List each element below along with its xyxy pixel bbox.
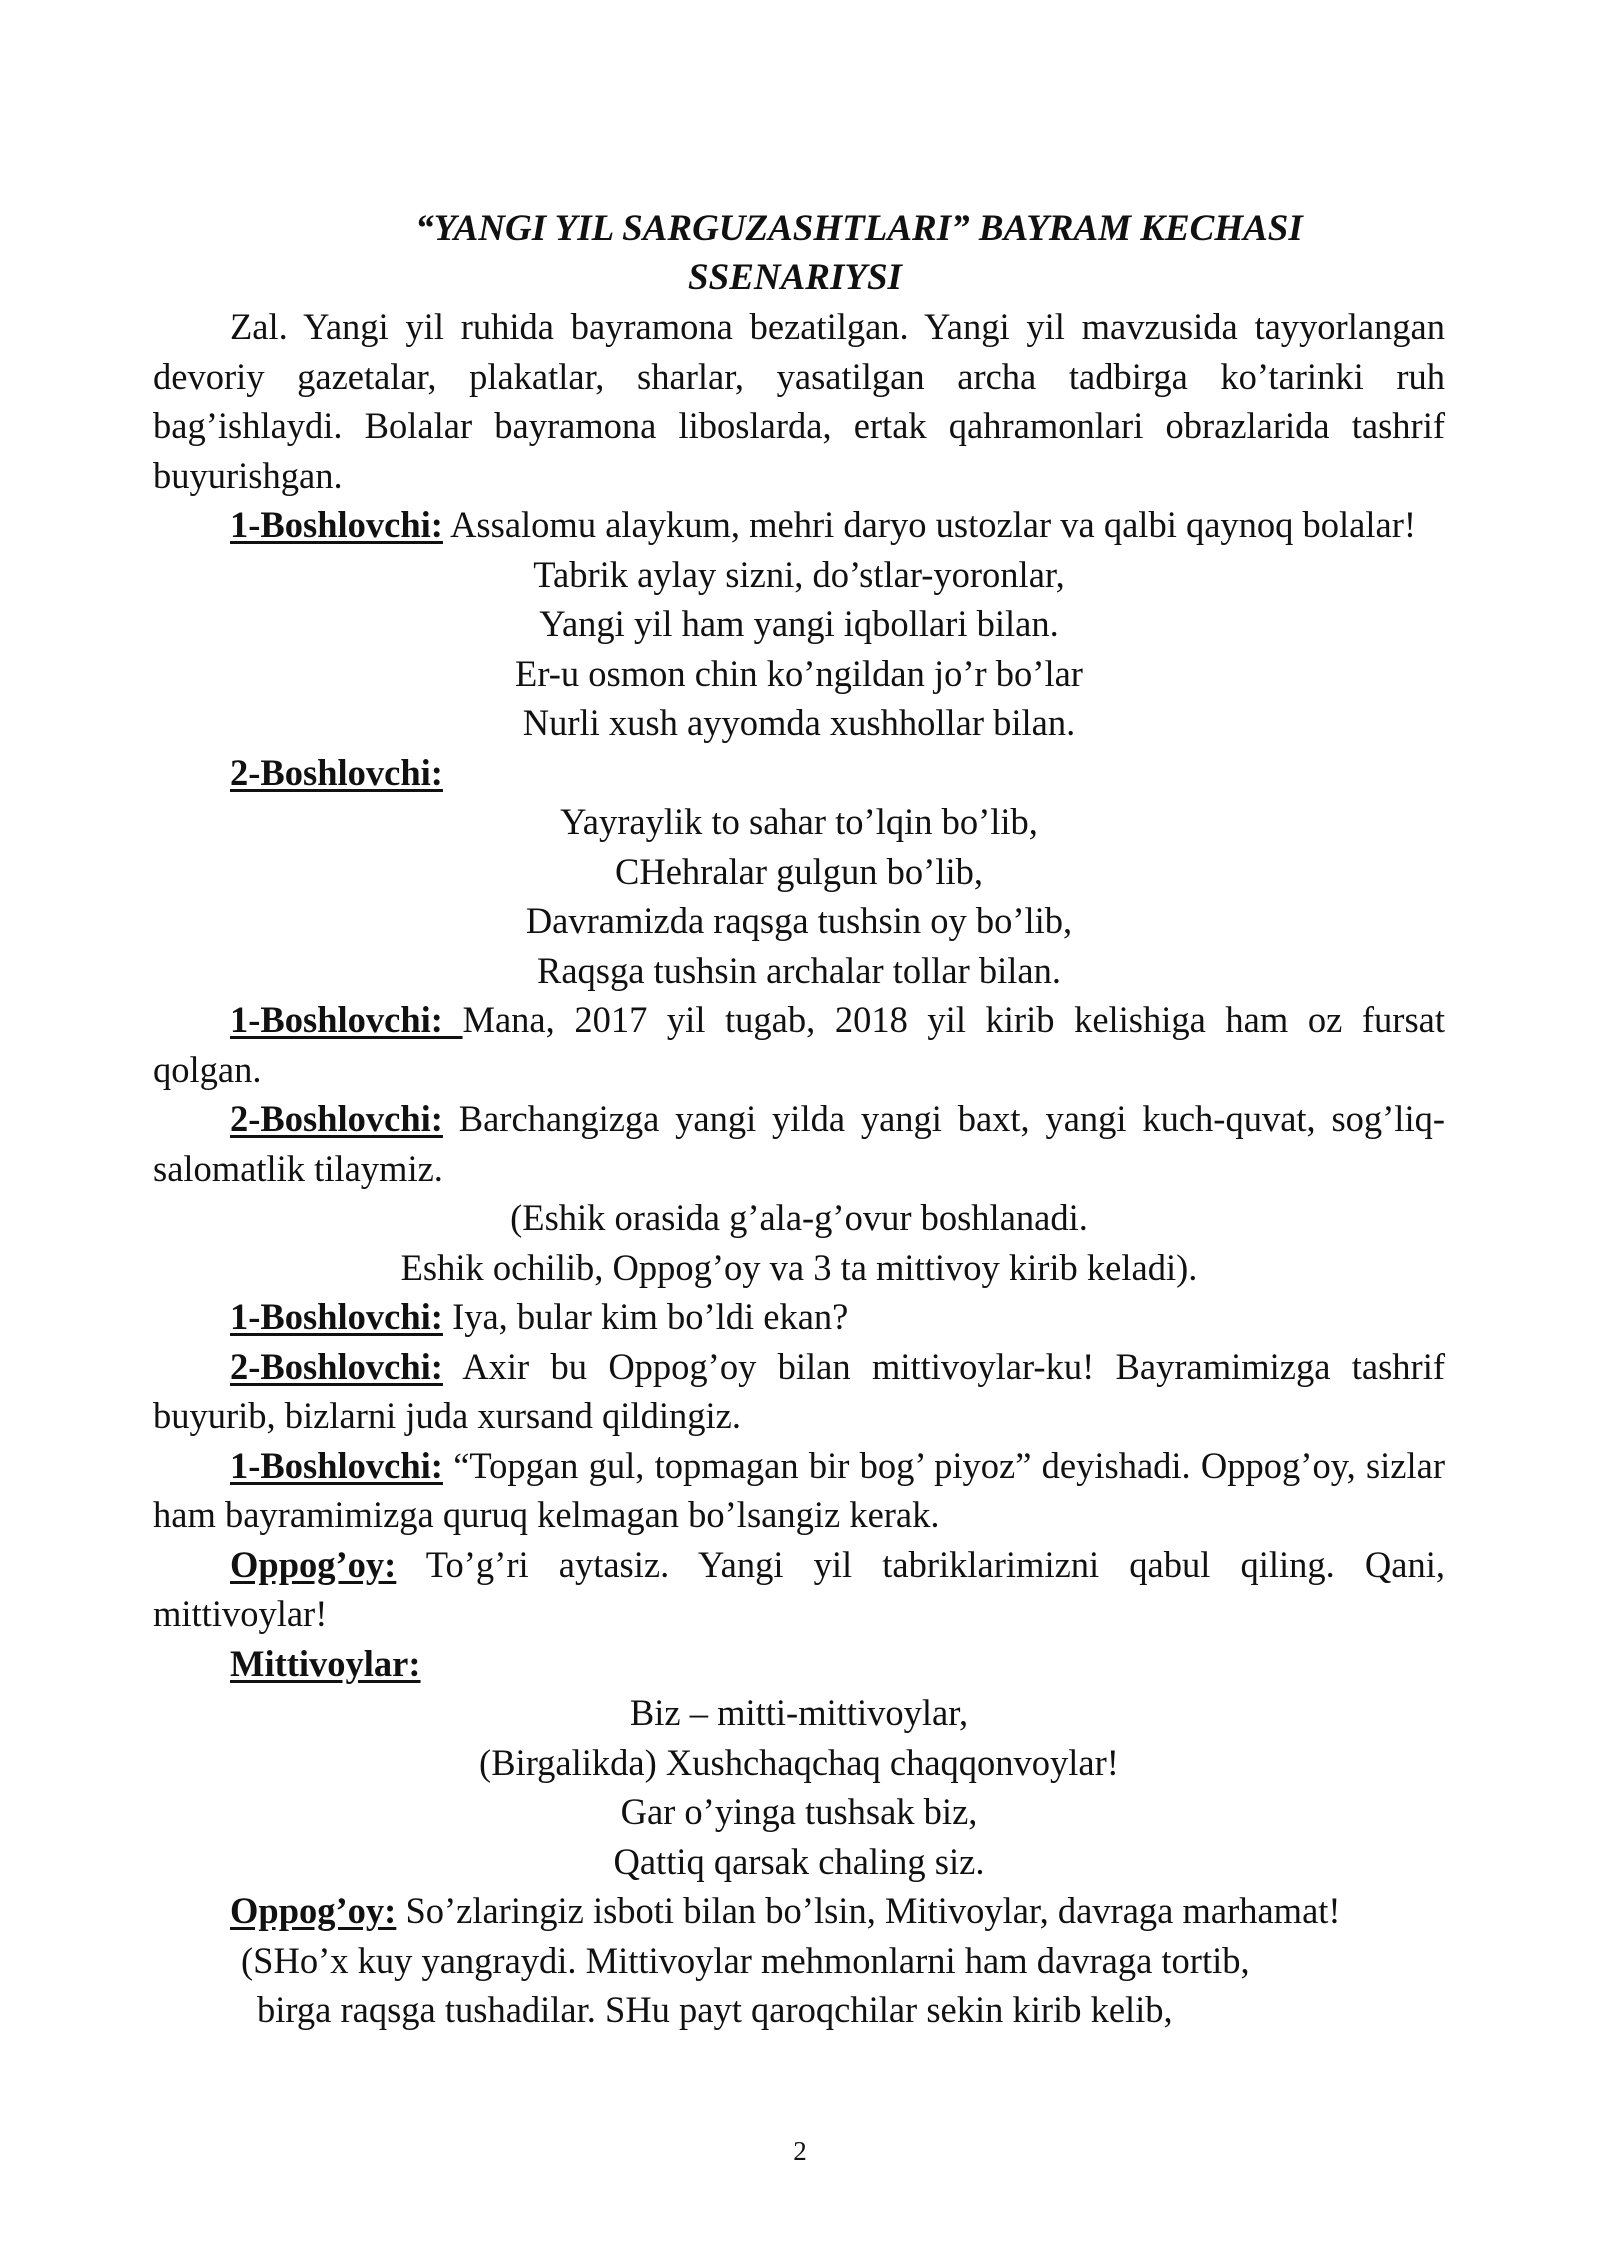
dialogue-text: To’g’ri aytasiz. Yangi yil tabriklarimizni qabul qiling. Qani, mittivoylar! <box>153 1543 1445 1634</box>
speaker-label: Oppog’oy: <box>230 1543 397 1585</box>
document-title <box>153 204 1445 302</box>
verse-line: Biz – mitti-mittivoylar, <box>629 1692 969 1733</box>
verse-line: Tabrik aylay sizni, do’stlar-yoronlar, <box>533 553 1065 595</box>
stage-direction <box>153 1936 1445 2035</box>
verse-line: Yayraylik to sahar to’lqin bo’lib, <box>560 801 1038 842</box>
stage-direction-line: (Eshik orasida g’ala-g’ovur boshlanadi. <box>510 1197 1088 1238</box>
stage-direction <box>153 1193 1445 1292</box>
title-line-1: “YANGI YIL SARGUZASHTLARI” BAYRAM KECHASI <box>415 208 1303 249</box>
verse-line: Yangi yil ham yangi iqbollari bilan. <box>539 603 1059 644</box>
dialogue-line <box>153 1639 1445 1689</box>
stage-direction-line: birga raqsga tushadilar. SHu payt qaroqchilar sekin kirib kelib, <box>257 1989 1173 2030</box>
page-content <box>153 204 1445 2035</box>
dialogue-text: “Topgan gul, topmagan bir bog’ piyoz” deyishadi. Oppog’oy, sizlar ham bayramimizga quruq kelmagan bo’lsangiz kerak. <box>153 1444 1445 1535</box>
intro-paragraph: Zal. Yangi yil ruhida bayramona bezatilgan. Yangi yil mavzusida tayyorlangan devoriy gazetalar, plakatlar, sharlar, yasatilgan archa tadbirga ko’tarinki ruh bag’ishlaydi. Bolalar bayramona liboslarda, ertak qahramonlari obrazlarida tashrif buyurishgan. <box>153 306 1445 496</box>
verse-line: Qattiq qarsak chaling siz. <box>613 1840 985 1882</box>
dialogue-line <box>153 1094 1445 1193</box>
speaker-label: Oppog’oy: <box>230 1890 397 1931</box>
verse-block <box>153 1688 1445 1886</box>
speaker-label: 1-Boshlovchi: <box>230 999 463 1040</box>
verse-line: Davramizda raqsga tushsin oy bo’lib, <box>525 900 1073 941</box>
verse-line: Gar o’yinga tushsak biz, <box>620 1791 978 1832</box>
verse-line: Er-u osmon chin ko’ngildan jo’r bo’lar <box>515 652 1083 694</box>
page-number: 2 <box>793 2136 807 2166</box>
verse-block <box>153 797 1445 995</box>
speaker-label: 1-Boshlovchi: <box>230 1296 443 1337</box>
verse-line: Nurli xush ayyomda xushhollar bilan. <box>522 702 1076 743</box>
stage-direction-line: Eshik ochilib, Oppog’oy va 3 ta mittivoy kirib keladi). <box>400 1246 1198 1288</box>
speaker-label: 1-Boshlovchi: <box>230 504 443 545</box>
dialogue-text: Iya, bular kim bo’ldi ekan? <box>442 1296 849 1337</box>
dialogue-line <box>153 748 1445 798</box>
speaker-label: 2-Boshlovchi: <box>230 1098 443 1139</box>
dialogue-line <box>153 1886 1445 1936</box>
dialogue-line <box>153 995 1445 1094</box>
dialogue-line <box>153 1441 1445 1540</box>
dialogue-line <box>153 1292 1445 1342</box>
dialogue-text: Mana, 2017 yil tugab, 2018 yil kirib kelishiga ham oz fursat qolgan. <box>153 999 1445 1090</box>
speaker-label: 2-Boshlovchi: <box>230 751 443 793</box>
speaker-label: 2-Boshlovchi: <box>230 1345 443 1387</box>
verse-line: Raqsga tushsin archalar tollar bilan. <box>536 949 1062 991</box>
dialogue-text: Assalomu alaykum, mehri daryo ustozlar va qalbi qaynoq bolalar! <box>442 504 1417 545</box>
dialogue-text: So’zlaringiz isboti bilan bo’lsin, Mitivoylar, davraga marhamat! <box>396 1890 1341 1931</box>
speaker-label: 1-Boshlovchi: <box>230 1444 443 1486</box>
verse-block <box>153 550 1445 748</box>
title-line-2: SSENARIYSI <box>688 257 902 298</box>
verse-line: CHehralar gulgun bo’lib, <box>615 850 983 892</box>
dialogue-line <box>153 1540 1445 1639</box>
speaker-label: Mittivoylar: <box>230 1642 421 1684</box>
dialogue-line <box>153 500 1445 550</box>
verse-line: (Birgalikda) Xushchaqchaq chaqqonvoylar! <box>479 1741 1119 1783</box>
dialogue-line <box>153 1342 1445 1441</box>
dialogue-text: Barchangizga yangi yilda yangi baxt, yangi kuch-quvat, sog’liq-salomatlik tilaymiz. <box>153 1098 1445 1189</box>
stage-direction-line: (SHo’x kuy yangraydi. Mittivoylar mehmonlarni ham davraga tortib, <box>241 1939 1250 1981</box>
dialogue-text: Axir bu Oppog’oy bilan mittivoylar-ku! Bayramimizga tashrif buyurib, bizlarni juda xursand qildingiz. <box>153 1345 1445 1436</box>
